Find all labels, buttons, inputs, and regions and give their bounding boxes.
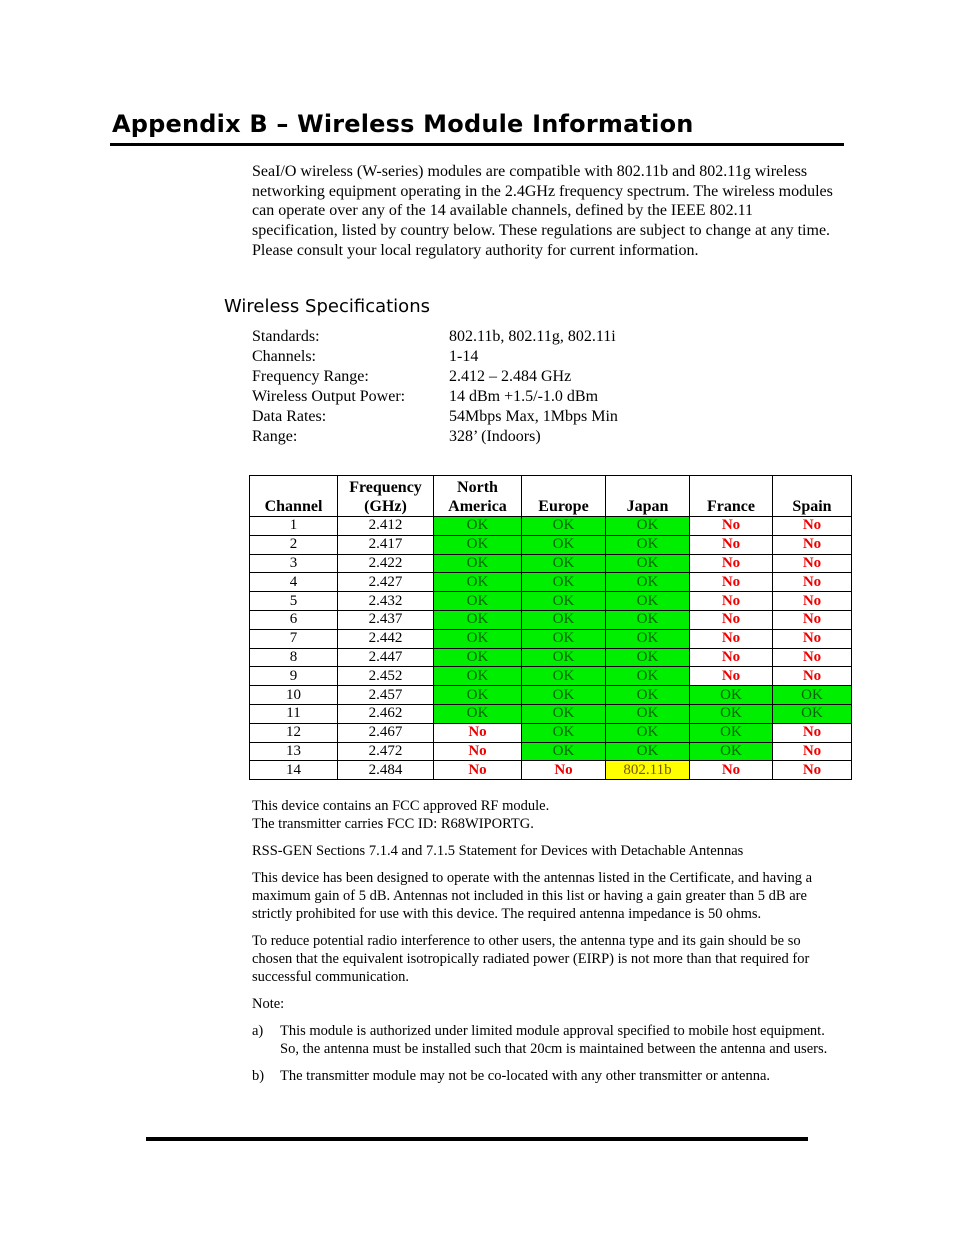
table-cell: OK	[690, 723, 773, 742]
table-cell: OK	[522, 629, 606, 648]
table-cell: OK	[606, 535, 690, 554]
column-header: Channel	[250, 476, 338, 517]
table-cell: OK	[522, 704, 606, 723]
table-cell: No	[773, 573, 852, 592]
table-cell: OK	[690, 686, 773, 705]
table-cell: OK	[434, 592, 522, 611]
table-cell: 2.457	[338, 686, 434, 705]
table-cell: No	[773, 648, 852, 667]
table-cell: 2.417	[338, 535, 434, 554]
table-cell: No	[773, 667, 852, 686]
fcc-statement	[252, 797, 834, 833]
list-item-label: a)	[252, 1023, 264, 1039]
table-row	[250, 704, 852, 723]
table-cell: OK	[522, 648, 606, 667]
table-cell: OK	[606, 686, 690, 705]
table-cell: OK	[522, 535, 606, 554]
table-cell: OK	[606, 573, 690, 592]
table-cell: OK	[434, 704, 522, 723]
table-cell: 4	[250, 573, 338, 592]
table-cell: 2.437	[338, 610, 434, 629]
table-cell: OK	[522, 686, 606, 705]
table-cell: OK	[434, 610, 522, 629]
table-cell: 2	[250, 535, 338, 554]
table-row	[250, 573, 852, 592]
table-cell: No	[773, 742, 852, 761]
table-cell: No	[434, 723, 522, 742]
table-cell: OK	[434, 554, 522, 573]
table-cell: 2.432	[338, 592, 434, 611]
footer-rule	[146, 1137, 808, 1141]
table-cell: OK	[522, 592, 606, 611]
table-cell: No	[690, 535, 773, 554]
table-row	[250, 592, 852, 611]
table-cell: 1	[250, 517, 338, 536]
table-row	[250, 686, 852, 705]
table-cell: 9	[250, 667, 338, 686]
table-cell: OK	[522, 667, 606, 686]
table-cell: No	[773, 610, 852, 629]
list-item-text: The transmitter module may not be co-located with any other transmitter or antenna.	[280, 1068, 771, 1084]
table-cell: No	[690, 573, 773, 592]
spec-label: Data Rates:	[252, 407, 327, 425]
table-cell: OK	[522, 517, 606, 536]
table-cell: No	[773, 592, 852, 611]
table-cell: No	[773, 629, 852, 648]
table-cell: OK	[606, 648, 690, 667]
spec-label: Wireless Output Power:	[252, 387, 406, 405]
table-cell: 7	[250, 629, 338, 648]
antenna-paragraph: This device has been designed to operate with the antennas listed in the Certificate, and having a maximum gain of 5 dB. Antennas not included in this list or having a gain greater than 5 dB are strictly prohibited for use with this device. The required antenna impedance is 50 ohms.	[252, 870, 813, 922]
column-header: Europe	[522, 476, 606, 517]
table-cell: OK	[434, 517, 522, 536]
table-cell: 2.422	[338, 554, 434, 573]
table-cell: OK	[522, 554, 606, 573]
spec-row	[252, 347, 618, 367]
table-cell: 14	[250, 761, 338, 780]
table-cell: OK	[606, 723, 690, 742]
spec-value: 328’ (Indoors)	[449, 427, 541, 445]
table-cell: OK	[606, 517, 690, 536]
table-cell: 3	[250, 554, 338, 573]
spec-value: 2.412 – 2.484 GHz	[449, 367, 572, 385]
table-cell: OK	[434, 629, 522, 648]
table-cell: No	[690, 761, 773, 780]
table-cell: No	[773, 723, 852, 742]
intro-paragraph: SeaI/O wireless (W-series) modules are compatible with 802.11b and 802.11g wireless networking equipment operating in the 2.4GHz frequency spectrum. The wireless modules can operate over any of the 14 available channels, defined by the IEEE 802.11 specification, listed by country below. These regulations are subject to change at any time. Please consult your local regulatory authority for current information.	[252, 163, 833, 259]
table-row	[250, 723, 852, 742]
table-cell: 2.412	[338, 517, 434, 536]
table-cell: 2.484	[338, 761, 434, 780]
table-row	[250, 610, 852, 629]
table-cell: OK	[522, 742, 606, 761]
list-item	[252, 1022, 834, 1058]
spec-label: Channels:	[252, 347, 316, 365]
table-cell: No	[522, 761, 606, 780]
spec-row	[252, 427, 618, 447]
table-cell: No	[690, 667, 773, 686]
table-cell: OK	[606, 610, 690, 629]
spec-value: 1-14	[449, 347, 479, 365]
table-cell: OK	[690, 704, 773, 723]
column-header: North America	[434, 476, 522, 517]
table-row	[250, 742, 852, 761]
table-row	[250, 554, 852, 573]
table-cell: No	[773, 517, 852, 536]
spec-label: Standards:	[252, 328, 320, 345]
table-cell: 2.472	[338, 742, 434, 761]
table-cell: OK	[522, 573, 606, 592]
table-cell: OK	[690, 742, 773, 761]
table-cell: 8	[250, 648, 338, 667]
section-title: Wireless Specifications	[224, 296, 430, 317]
table-cell: OK	[434, 667, 522, 686]
table-cell: 2.467	[338, 723, 434, 742]
column-header: Spain	[773, 476, 852, 517]
column-header: Japan	[606, 476, 690, 517]
table-cell: 2.442	[338, 629, 434, 648]
table-cell: No	[690, 554, 773, 573]
note-label: Note:	[252, 996, 285, 1012]
spec-value: 802.11b, 802.11g, 802.11i	[449, 328, 616, 345]
channel-table	[249, 475, 852, 780]
table-cell: OK	[522, 610, 606, 629]
table-cell: No	[773, 761, 852, 780]
table-cell: No	[690, 592, 773, 611]
table-cell: 802.11b	[606, 761, 690, 780]
spec-list	[252, 327, 618, 446]
fcc-line-2: The transmitter carries FCC ID: R68WIPORTG.	[252, 816, 534, 832]
table-cell: No	[690, 517, 773, 536]
table-cell: No	[434, 761, 522, 780]
table-row	[250, 667, 852, 686]
table-cell: 2.462	[338, 704, 434, 723]
table-cell: 2.447	[338, 648, 434, 667]
spec-row	[252, 407, 618, 427]
column-header: France	[690, 476, 773, 517]
rss-statement: RSS-GEN Sections 7.1.4 and 7.1.5 Statement for Devices with Detachable Antennas	[252, 843, 744, 859]
table-cell: OK	[522, 723, 606, 742]
table-cell: 2.452	[338, 667, 434, 686]
list-item-text: This module is authorized under limited module approval specified to mobile host equipment. So, the antenna must be installed such that 20cm is maintained between the antenna and users.	[280, 1023, 828, 1057]
spec-row	[252, 367, 618, 387]
table-cell: 13	[250, 742, 338, 761]
table-row	[250, 761, 852, 780]
table-cell: No	[690, 648, 773, 667]
spec-label: Range:	[252, 427, 298, 445]
table-cell: OK	[606, 629, 690, 648]
table-row	[250, 517, 852, 536]
table-cell: OK	[606, 667, 690, 686]
notes-section	[252, 797, 834, 1094]
title-rule	[110, 143, 844, 146]
table-row	[250, 648, 852, 667]
table-cell: OK	[434, 648, 522, 667]
table-cell: OK	[606, 742, 690, 761]
table-cell: OK	[606, 592, 690, 611]
table-cell: OK	[773, 704, 852, 723]
table-cell: OK	[606, 704, 690, 723]
column-header: Frequency (GHz)	[338, 476, 434, 517]
spec-label: Frequency Range:	[252, 367, 369, 385]
table-cell: OK	[434, 686, 522, 705]
table-cell: 2.427	[338, 573, 434, 592]
spec-row	[252, 387, 618, 407]
table-cell: OK	[434, 573, 522, 592]
table-cell: No	[690, 610, 773, 629]
table-cell: OK	[606, 554, 690, 573]
spec-value: 54Mbps Max, 1Mbps Min	[449, 407, 618, 425]
list-item-label: b)	[252, 1068, 265, 1084]
table-cell: 10	[250, 686, 338, 705]
table-cell: OK	[773, 686, 852, 705]
table-row	[250, 535, 852, 554]
table-cell: 6	[250, 610, 338, 629]
table-cell: 12	[250, 723, 338, 742]
spec-value: 14 dBm +1.5/-1.0 dBm	[449, 387, 599, 405]
table-row	[250, 629, 852, 648]
table-body	[250, 517, 852, 780]
interference-paragraph: To reduce potential radio interference to other users, the antenna type and its gain should be so chosen that the equivalent isotropically radiated power (EIRP) is not more than that required for successful communication.	[252, 933, 810, 985]
table-header-row	[250, 476, 852, 517]
table-cell: 5	[250, 592, 338, 611]
table-cell: No	[773, 535, 852, 554]
page-title: Appendix B – Wireless Module Information	[112, 110, 694, 138]
table-cell: 11	[250, 704, 338, 723]
table-cell: No	[690, 629, 773, 648]
spec-row	[252, 327, 618, 347]
table-cell: No	[434, 742, 522, 761]
list-item	[252, 1067, 834, 1085]
table-cell: OK	[434, 535, 522, 554]
fcc-line-1: This device contains an FCC approved RF module.	[252, 798, 550, 814]
table-cell: No	[773, 554, 852, 573]
